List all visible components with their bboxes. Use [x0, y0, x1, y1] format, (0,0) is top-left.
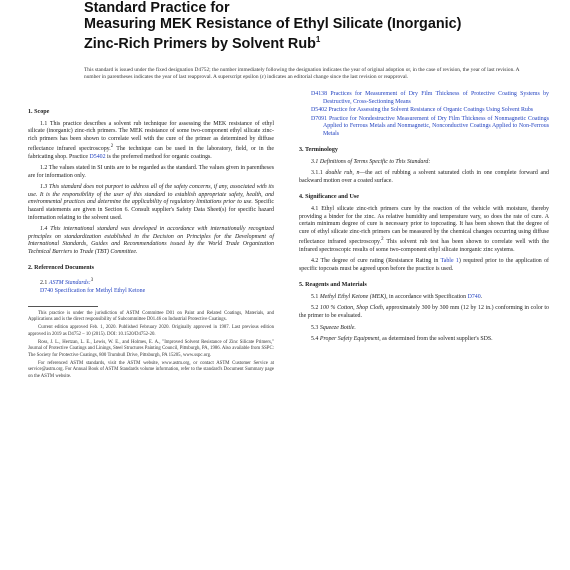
title-line-2: Measuring MEK Resistance of Ethyl Silicate (Inorganic)	[84, 16, 462, 33]
paragraph-4-1: 4.1 Ethyl silicate zinc-rich primers cure by the reaction of the vehicle with moisture, thereby providing a binder for the zinc. As relative humidity and temperature vary, so does the rate of cure. A certain minimum degree of cure is necessary prior to topcoating. It has been shown that the degree of cure of ethyl silicate zinc-rich primers can be measured by the chemical changes occurring using diffuse reflectance infrared spectroscopy.$^2$ This solvent rub test has been shown to correlate well with the infrared spectroscopic results of some two-component ethyl silicate inorganic zinc systems.	[299, 206, 549, 253]
ref-d740: D740 Specification for Methyl Ethyl Ketone	[40, 288, 146, 295]
title-footnote-mark: 1	[315, 35, 321, 45]
paragraph-5-4: 5.4 Proper Safety Equipment, as determined from the solvent supplier's SDS.	[311, 336, 493, 343]
paragraph-1-4: 1.4 This international standard was developed in accordance with internationally recognized principles on standardization established in the Decision on Principles for the Development of International Standards, Guides and Recommendations issued by the World Trade Organization Technical Barriers to Trade (TBT) Committee.	[28, 226, 274, 255]
link-d740-spec[interactable]: D740	[467, 293, 481, 300]
ref-d5402: D5402 Practice for Assessing the Solvent Resistance of Organic Coatings Using Solvent Rubs	[311, 107, 534, 114]
ref-astm-standards: 2.1 ASTM Standards:$^3$	[40, 277, 94, 286]
paragraph-3-1-1: 3.1.1 double rub, n—the act of rubbing a solvent saturated cloth in one complete forward and backward motion over a coated surface.	[299, 170, 549, 184]
paragraph-5-2: 5.2 100 % Cotton, Shop Cloth, approximately 300 by 300 mm (12 by 12 in.) conforming in color to the primer to be evaluated.	[299, 305, 549, 319]
right-column	[299, 91, 549, 348]
link-d5402[interactable]: D5402	[89, 153, 106, 160]
title-line-1: Standard Practice for	[84, 0, 230, 16]
document-title	[84, 0, 524, 52]
section-heading-referenced-documents: 2. Referenced Documents	[28, 265, 95, 272]
paragraph-1-3: 1.3 This standard does not purport to address all of the safety concerns, if any, associated with its use. It is the responsibility of the user of this standard to establish appropriate safety, health, and environmental practices and determine the applicability of regulatory limitations prior to use. Specific hazard statements are given in Section 6. Consult supplier's Safety Data Sheet(s) for specific hazard information relating to the solvent used.	[28, 184, 274, 221]
footnote-2: Ross, J. L., Hertzan, L. E., Lewis, W. E., and Holmes, E. A., "Improved Solvent Resistance of Zinc Silicate Primers," Journal of Protective Coatings and Linings, Steel Structures Painting Council, Pittsburgh, PA, 1986. Also available from SSPC: The Society for Protective Coatings, 800 Trumbull Drive, Pittsburgh, PA 15205, www.sspc.org.	[28, 340, 274, 358]
link-d7091[interactable]: D7091	[311, 115, 328, 122]
footnote-rule	[28, 306, 98, 307]
link-d5402-ref[interactable]: D5402	[311, 107, 328, 114]
footnote-1-edition: Current edition approved Feb. 1, 2020. Published February 2020. Originally approved in 1987. Last previous edition approved in 2019 as D4752 – 10 (2015). DOI: 10.1520/D4752-20.	[28, 325, 274, 337]
paragraph-5-1: 5.1 Methyl Ethyl Ketone (MEK), in accordance with Specification D740.	[311, 293, 483, 300]
section-heading-terminology: 3. Terminology	[299, 147, 338, 154]
paragraph-4-2: 4.2 The degree of cure rating (Resistance Rating in Table 1) required prior to the application of specific topcoats must be agreed upon before the practice is used.	[299, 258, 550, 272]
ref-d7091: D7091 Practice for Nondestructive Measurement of Dry Film Thickness of Nonmagnetic Coatings Applied to Ferrous Metals and Nonmagnetic, Nonconductive Coatings Applied to Non-Ferrous Metals	[311, 115, 549, 137]
section-heading-scope: 1. Scope	[28, 109, 50, 115]
paragraph-1-2: 1.2 The values stated in SI units are to be regarded as the standard. The values given in parentheses are for information only.	[28, 165, 274, 179]
section-heading-significance: 4. Significance and Use	[299, 194, 359, 201]
link-d4138[interactable]: D4138	[311, 91, 328, 97]
paragraph-5-3: 5.3 Squeeze Bottle.	[311, 324, 356, 331]
link-astm-standards[interactable]: ASTM Standards:	[48, 279, 91, 286]
footnote-3: For referenced ASTM standards, visit the ASTM website, www.astm.org, or contact ASTM Customer Service at service@astm.org. For Annual Book of ASTM Standards volume information, refer to the standard's Document Summary page on the ASTM website.	[28, 360, 274, 379]
ref-d4138: D4138 Practices for Measurement of Dry Film Thickness of Protective Coating Systems by Destructive, Cross-Sectioning Means	[311, 91, 549, 105]
designation-preface: This standard is issued under the fixed designation D4752; the number immediately following the designation indicates the year of original adoption or, in the case of revision, the year of last revision. A number in parentheses indicates the year of last reapproval. A superscript epsilon (ε) indicates an editorial change since the last revision or reapproval.	[84, 67, 520, 81]
section-heading-reagents: 5. Reagents and Materials	[299, 282, 367, 289]
title-line-3: Zinc-Rich Primers by Solvent Rub$^1$	[84, 35, 321, 53]
footnote-1: This practice is under the jurisdiction of ASTM Committee D01 on Paint and Related Coatings, Materials, and Applications and is the direct responsibility of Subcommittee D01.46 on Industrial Protective Coatings.	[28, 310, 274, 323]
left-column	[28, 100, 274, 382]
paragraph-3-1: 3.1 Definitions of Terms Specific to This Standard:	[311, 158, 431, 165]
paragraph-1-1: 1.1 This practice describes a solvent rub technique for assessing the MEK resistance of ethyl silicate (inorganic) zinc-rich primers. The MEK resistance of some two-component ethyl silicate zinc-rich primers has been shown to correlate well with the cure of the primer as determined by diffuse reflectance infrared spectroscopy.$^2$ The technique can be used in the laboratory, field, or in the fabricating shop. Practice D5402 is the preferred method for organic coatings.	[28, 120, 274, 160]
link-table-1[interactable]: Table 1	[440, 258, 459, 265]
link-d740[interactable]: D740	[40, 288, 54, 295]
